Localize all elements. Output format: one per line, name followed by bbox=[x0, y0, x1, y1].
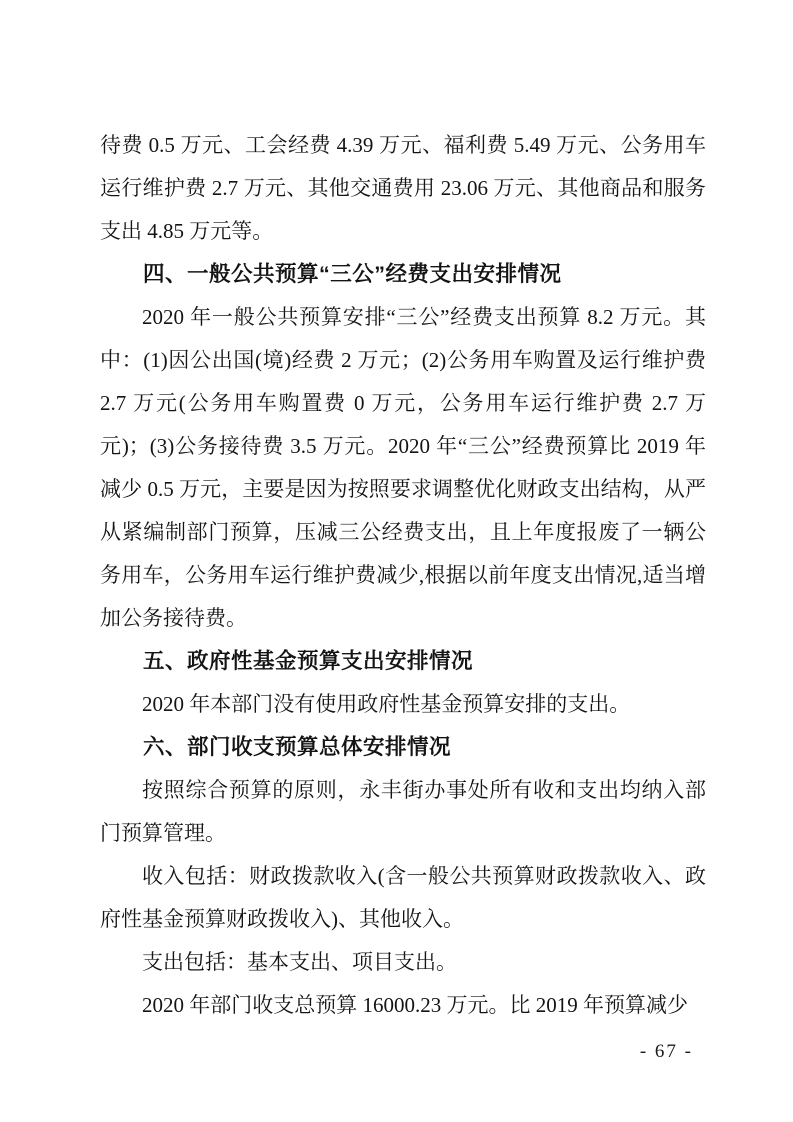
section-heading-6: 六、部门收支预算总体安排情况 bbox=[143, 735, 452, 759]
paragraph-three-public-funds: 2020 年一般公共预算安排“三公”经费支出预算 8.2 万元。其中：(1)因公出国(境)经费 2 万元；(2)公务用车购置及运行维护费 2.7 万元(公务用车购置费 0 万元，公务用车运行维护费 2.7 万元)；(3)公务接待费 3.5 万元。2020 年“三公”经费预算比 2019 年减少 0.5 万元，主要是因为按照要求调整优化财政支出结构，从严从紧编制部门预算，压减三公经费支出，且上年度报废了一辆公务用车，公务用车运行维护费减少,根据以前年度支出情况,适当增加公务接待费。 bbox=[100, 305, 706, 630]
paragraph-income-includes: 收入包括：财政拨款收入(含一般公共预算财政拨款收入、政府性基金预算财政拨收入)、其他收入。 bbox=[100, 864, 706, 931]
paragraph-total-budget: 2020 年部门收支总预算 16000.23 万元。比 2019 年预算减少 bbox=[142, 993, 688, 1017]
paragraph-budget-principle: 按照综合预算的原则，永丰街办事处所有收和支出均纳入部门预算管理。 bbox=[100, 778, 706, 845]
paragraph-government-fund: 2020 年本部门没有使用政府性基金预算安排的支出。 bbox=[142, 692, 631, 716]
paragraph-expenditure-includes: 支出包括：基本支出、项目支出。 bbox=[142, 950, 457, 974]
document-content bbox=[100, 124, 706, 1027]
section-heading-5: 五、政府性基金预算支出安排情况 bbox=[143, 649, 474, 673]
section-heading-4: 四、一般公共预算“三公”经费支出安排情况 bbox=[143, 262, 562, 286]
paragraph-continued: 待费 0.5 万元、工会经费 4.39 万元、福利费 5.49 万元、公务用车运行维护费 2.7 万元、其他交通费用 23.06 万元、其他商品和服务支出 4.85 万元等。 bbox=[100, 133, 706, 243]
page-number: - 67 - bbox=[639, 1041, 693, 1062]
